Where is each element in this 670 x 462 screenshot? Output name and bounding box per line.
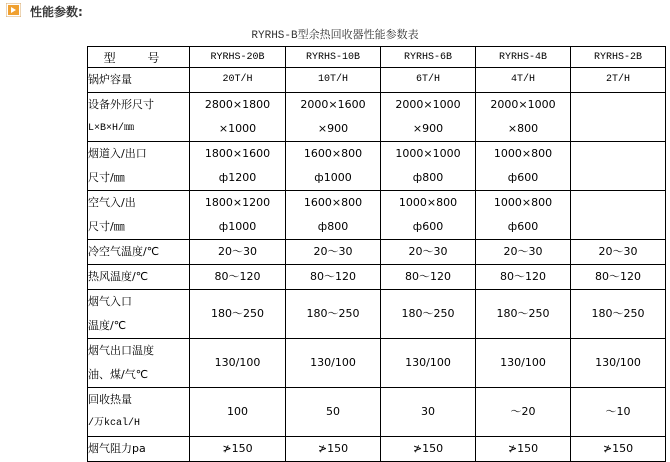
value-cell bbox=[476, 240, 571, 265]
value-cell bbox=[571, 191, 666, 240]
value-cell bbox=[381, 240, 476, 265]
value-cell bbox=[381, 339, 476, 388]
row-label bbox=[88, 437, 190, 462]
value-cell bbox=[381, 265, 476, 290]
value-line: 6T/H bbox=[415, 74, 440, 85]
value-line: 20～30 bbox=[408, 245, 448, 258]
value-cell bbox=[286, 339, 381, 388]
value-line: 130/100 bbox=[595, 356, 641, 369]
value-line: ≯150 bbox=[222, 442, 253, 455]
row-label-line: 烟气出口温度 bbox=[88, 344, 154, 357]
value-cell bbox=[571, 339, 666, 388]
row-label-line: 尺寸/㎜ bbox=[88, 171, 125, 184]
value-cell bbox=[190, 93, 286, 142]
value-cell bbox=[476, 142, 571, 191]
value-cell bbox=[286, 265, 381, 290]
value-line: 4T/H bbox=[510, 74, 535, 85]
value-cell bbox=[286, 437, 381, 462]
value-cell bbox=[190, 68, 286, 93]
table-row bbox=[88, 142, 666, 191]
row-label-line: 尺寸/㎜ bbox=[88, 220, 125, 233]
row-label-line: 冷空气温度/℃ bbox=[88, 245, 160, 258]
value-line: 1800×1200 bbox=[204, 196, 271, 209]
value-cell bbox=[286, 68, 381, 93]
row-label bbox=[88, 265, 190, 290]
value-line: ф1200 bbox=[218, 171, 257, 184]
value-line: ≯150 bbox=[317, 442, 349, 455]
value-cell bbox=[381, 93, 476, 142]
orange-bullet-icon bbox=[6, 3, 21, 17]
value-line: 1800×1600 bbox=[204, 147, 271, 160]
value-line: 180～250 bbox=[401, 307, 455, 320]
section-title: 性能参数: bbox=[30, 5, 83, 19]
table-row bbox=[88, 240, 666, 265]
value-cell bbox=[476, 93, 571, 142]
value-line: 1000×1000 bbox=[395, 147, 461, 160]
spec-table bbox=[87, 46, 666, 462]
value-line: 20～30 bbox=[218, 245, 257, 258]
value-line: ≯150 bbox=[412, 442, 444, 455]
value-line: ф1000 bbox=[314, 171, 352, 184]
table-row bbox=[88, 339, 666, 388]
header-model-label: 型 号 bbox=[88, 47, 190, 68]
value-line: 2000×1600 bbox=[300, 98, 366, 111]
table-row bbox=[88, 388, 666, 437]
value-cell bbox=[381, 388, 476, 437]
header-model: RYRHS-6B bbox=[381, 47, 476, 68]
value-cell bbox=[476, 290, 571, 339]
table-row bbox=[88, 68, 666, 93]
value-cell bbox=[571, 68, 666, 93]
value-cell bbox=[190, 388, 286, 437]
table-row bbox=[88, 437, 666, 462]
value-line: 130/100 bbox=[500, 356, 546, 369]
value-cell bbox=[571, 290, 666, 339]
value-line: 100 bbox=[227, 405, 248, 418]
value-line: ×900 bbox=[317, 122, 349, 135]
value-line: ～10 bbox=[605, 405, 631, 418]
row-label-line: L×B×H/㎜ bbox=[88, 123, 135, 134]
value-line: 1000×800 bbox=[493, 147, 553, 160]
value-cell bbox=[476, 265, 571, 290]
value-line: 80～120 bbox=[500, 270, 546, 283]
value-line: 1600×800 bbox=[303, 147, 363, 160]
row-label-line: 烟道入/出口 bbox=[88, 147, 147, 160]
value-line: ф800 bbox=[412, 171, 444, 184]
value-cell bbox=[476, 339, 571, 388]
row-label-line: 空气入/出 bbox=[88, 196, 136, 209]
table-row bbox=[88, 265, 666, 290]
value-line: 10T/H bbox=[317, 74, 348, 85]
header-model: RYRHS-4B bbox=[476, 47, 571, 68]
row-label-line: 烟气入口 bbox=[88, 295, 132, 308]
value-cell bbox=[381, 191, 476, 240]
value-cell bbox=[571, 437, 666, 462]
value-line: 1000×800 bbox=[493, 196, 553, 209]
value-line: 180～250 bbox=[306, 307, 360, 320]
value-cell bbox=[190, 290, 286, 339]
value-cell bbox=[571, 388, 666, 437]
table-row bbox=[88, 191, 666, 240]
value-cell bbox=[476, 437, 571, 462]
value-cell bbox=[381, 68, 476, 93]
row-label bbox=[88, 240, 190, 265]
row-label-line: 回收热量 bbox=[88, 393, 132, 406]
value-line: 2000×1000 bbox=[395, 98, 461, 111]
value-cell bbox=[190, 265, 286, 290]
value-cell bbox=[190, 142, 286, 191]
value-cell bbox=[286, 290, 381, 339]
header-model: RYRHS-10B bbox=[286, 47, 381, 68]
value-line: 50 bbox=[326, 405, 340, 418]
value-line: ×1000 bbox=[218, 122, 257, 135]
row-label-line: 油、煤/气℃ bbox=[88, 368, 149, 381]
value-line: ～20 bbox=[510, 405, 536, 418]
value-line: 130/100 bbox=[310, 356, 356, 369]
value-line: 80～120 bbox=[595, 270, 641, 283]
row-label bbox=[88, 68, 190, 93]
value-line: 1000×800 bbox=[398, 196, 458, 209]
value-line: 180～250 bbox=[211, 307, 264, 320]
value-cell bbox=[190, 191, 286, 240]
row-label-line: 温度/℃ bbox=[88, 319, 127, 332]
row-label-line: 锅炉容量 bbox=[88, 73, 132, 86]
value-line: ×900 bbox=[412, 122, 444, 135]
value-cell bbox=[476, 388, 571, 437]
value-line: 2800×1800 bbox=[204, 98, 271, 111]
value-cell bbox=[286, 191, 381, 240]
value-cell bbox=[571, 265, 666, 290]
header-model: RYRHS-2B bbox=[571, 47, 666, 68]
value-line: 30 bbox=[421, 405, 435, 418]
value-cell bbox=[286, 388, 381, 437]
row-label bbox=[88, 93, 190, 142]
value-line: 20～30 bbox=[313, 245, 353, 258]
row-label-line: 烟气阻力pa bbox=[88, 442, 146, 455]
value-line: ×800 bbox=[507, 122, 539, 135]
value-line: 20～30 bbox=[598, 245, 638, 258]
value-cell bbox=[571, 142, 666, 191]
value-line: 80～120 bbox=[214, 270, 261, 283]
value-line: 180～250 bbox=[591, 307, 645, 320]
value-cell bbox=[381, 290, 476, 339]
value-cell bbox=[190, 437, 286, 462]
row-label bbox=[88, 339, 190, 388]
table-header-row bbox=[88, 47, 666, 68]
value-line: ф600 bbox=[507, 171, 539, 184]
table-row bbox=[88, 93, 666, 142]
row-label-line: 设备外形尺寸 bbox=[88, 98, 154, 111]
row-label bbox=[88, 142, 190, 191]
value-line: ≯150 bbox=[602, 442, 634, 455]
value-line: 80～120 bbox=[310, 270, 356, 283]
value-line: 20～30 bbox=[503, 245, 543, 258]
value-cell bbox=[190, 240, 286, 265]
value-line: 2T/H bbox=[605, 74, 630, 85]
value-line: 130/100 bbox=[405, 356, 451, 369]
value-cell bbox=[381, 142, 476, 191]
value-cell bbox=[476, 191, 571, 240]
value-line: 20T/H bbox=[222, 74, 253, 85]
value-cell bbox=[190, 339, 286, 388]
table-row bbox=[88, 290, 666, 339]
value-line: ф1000 bbox=[218, 220, 257, 233]
value-cell bbox=[286, 93, 381, 142]
value-line: 80～120 bbox=[405, 270, 451, 283]
header-model: RYRHS-20B bbox=[190, 47, 286, 68]
value-cell bbox=[571, 93, 666, 142]
row-label bbox=[88, 290, 190, 339]
value-line: 2000×1000 bbox=[490, 98, 556, 111]
value-cell bbox=[381, 437, 476, 462]
value-line: ≯150 bbox=[507, 442, 539, 455]
value-line: ф600 bbox=[507, 220, 539, 233]
value-cell bbox=[571, 240, 666, 265]
value-line: 130/100 bbox=[214, 356, 261, 369]
table-caption: RYRHS-B型余热回收器性能参数表 bbox=[251, 30, 419, 42]
value-cell bbox=[476, 68, 571, 93]
row-label bbox=[88, 191, 190, 240]
value-cell bbox=[286, 240, 381, 265]
value-cell bbox=[286, 142, 381, 191]
row-label-line: 热风温度/℃ bbox=[88, 270, 149, 283]
row-label bbox=[88, 388, 190, 437]
value-line: 1600×800 bbox=[303, 196, 363, 209]
row-label-line: /万kcal/H bbox=[88, 418, 141, 429]
value-line: 180～250 bbox=[496, 307, 550, 320]
value-line: ф800 bbox=[317, 220, 349, 233]
value-line: ф600 bbox=[412, 220, 444, 233]
